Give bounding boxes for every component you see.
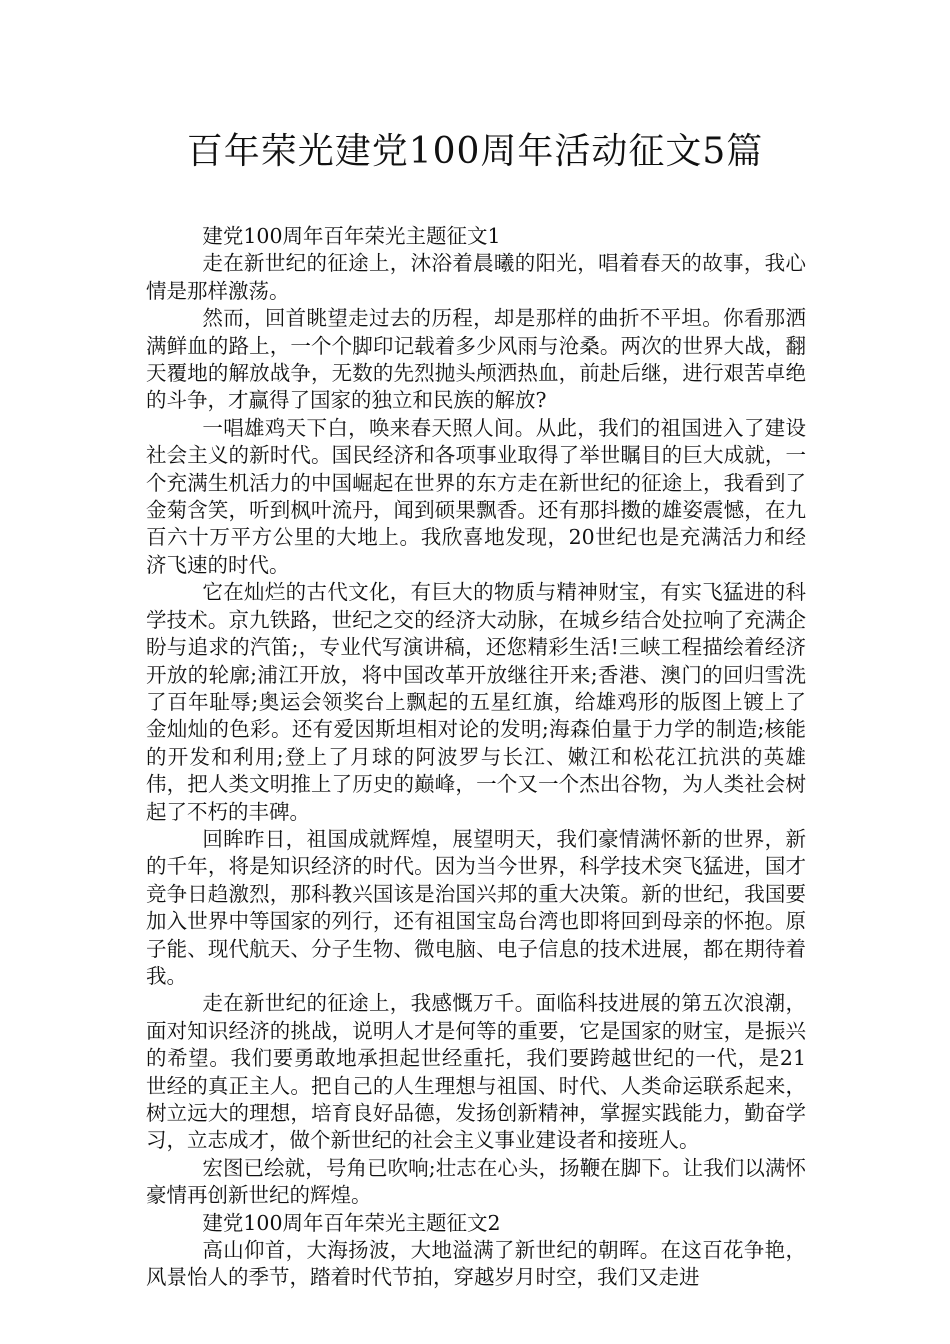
body-paragraph: 走在新世纪的征途上，沐浴着晨曦的阳光，唱着春天的故事，我心情是那样激荡。: [146, 251, 806, 303]
body-paragraph: 走在新世纪的征途上，我感慨万千。面临科技进展的第五次浪潮，面对知识经济的挑战，说明人才是何等的重要，它是国家的财宝，是振兴的希望。我们要勇敢地承担起世经重托，我们要跨越世纪的一代，是21世经的真正主人。把自己的人生理想与祖国、时代、人类命运联系起来，树立远大的理想，培育良好品德，发扬创新精神，掌握实践能力，勤奋学习，立志成才，做个新世纪的社会主义事业建设者和接班人。: [146, 991, 806, 1153]
document-title: 百年荣光建党100周年活动征文5篇: [186, 131, 764, 172]
body-paragraph: 高山仰首，大海扬波，大地溢满了新世纪的朝晖。在这百花争艳，风景怡人的季节，踏着时代节拍，穿越岁月时空，我们又走进: [146, 1238, 806, 1290]
body-paragraph: 一唱雄鸡天下白，唤来春天照人间。从此，我们的祖国进入了建设社会主义的新时代。国民经济和各项事业取得了举世瞩目的巨大成就，一个充满生机活力的中国崛起在世界的东方走在新世纪的征途上，我看到了金菊含笑，听到枫叶流丹，闻到硕果飘香。还有那抖擞的雄姿震憾，在九百六十万平方公里的大地上。我欣喜地发现，20世纪也是充满活力和经济飞速的时代。: [146, 415, 806, 577]
section-heading-1: 建党100周年百年荣光主题征文1: [202, 224, 501, 248]
body-paragraph: 然而，回首眺望走过去的历程，却是那样的曲折不平坦。你看那洒满鲜血的路上，一个个脚印记载着多少风雨与沧桑。两次的世界大战，翻天覆地的解放战争，无数的先烈抛头颅洒热血，前赴后继，进行艰苦卓绝的斗争，才赢得了国家的独立和民族的解放?: [146, 306, 806, 413]
body-paragraph: 它在灿烂的古代文化，有巨大的物质与精神财宝，有实飞猛进的科学技术。京九铁路，世纪之交的经济大动脉，在城乡结合处拉响了充满企盼与追求的汽笛;，专业代写演讲稿，还您精彩生活!三峡工程描绘着经济开放的轮廓;浦江开放，将中国改革开放继往开来;香港、澳门的回归雪洗了百年耻辱;奥运会领奖台上飘起的五星红旗，给雄鸡形的版图上镀上了金灿灿的色彩。还有爱因斯坦相对论的发明;海森伯量于力学的制造;核能的开发和利用;登上了月球的阿波罗与长江、嫩江和松花江抗洪的英雄伟，把人类文明推上了历史的巅峰，一个又一个杰出谷物，为人类社会树起了不朽的丰碑。: [146, 580, 806, 824]
body-paragraph: 回眸昨日，祖国成就辉煌，展望明天，我们豪情满怀新的世界，新的千年，将是知识经济的时代。因为当今世界，科学技术突飞猛进，国才竞争日趋激烈，那科教兴国该是治国兴邦的重大决策。新的世纪，我国要加入世界中等国家的列行，还有祖国宝岛台湾也即将回到母亲的怀抱。原子能、现代航天、分子生物、微电脑、电子信息的技术进展，都在期待着我。: [146, 826, 806, 988]
section-heading-2: 建党100周年百年荣光主题征文2: [202, 1210, 501, 1235]
body-paragraph: 宏图已绘就，号角已吹响;壮志在心头，扬鞭在脚下。让我们以满怀豪情再创新世纪的辉煌。: [146, 1155, 806, 1208]
document-body: [146, 223, 806, 1292]
